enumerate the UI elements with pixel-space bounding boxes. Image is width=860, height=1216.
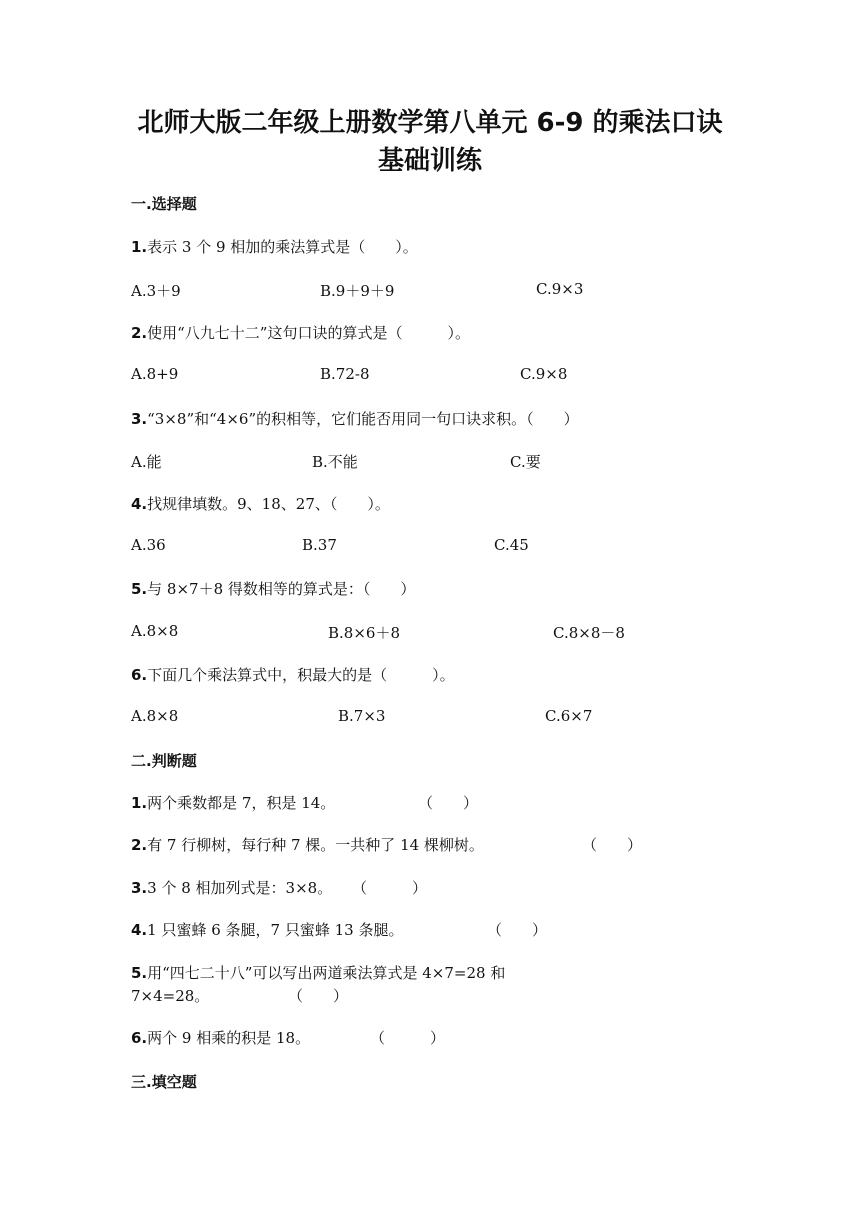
choice-5-option-c: C.8×8－8	[553, 624, 625, 642]
choice-2-option-b: B.72-8	[320, 365, 370, 383]
choice-6-option-b: B.7×3	[338, 707, 386, 725]
choice-question-4: 4.找规律填数。9、18、27、（ ）。	[131, 495, 390, 513]
judge-6-answer-blank: （ ）	[370, 1029, 446, 1047]
choice-4-option-a: A.36	[131, 536, 166, 554]
choice-1-option-c: C.9×3	[536, 280, 584, 298]
choice-4-option-c: C.45	[494, 536, 529, 554]
choice-question-6: 6.下面几个乘法算式中，积最大的是（ ）。	[131, 666, 455, 684]
choice-question-5: 5.与 8×7＋8 得数相等的算式是：（ ）	[131, 580, 416, 598]
choice-6-option-a: A.8×8	[131, 707, 179, 725]
judge-4-answer-blank: （ ）	[487, 921, 548, 939]
judge-1-answer-blank: （ ）	[418, 794, 479, 812]
choice-2-option-c: C.9×8	[520, 365, 568, 383]
choice-6-option-c: C.6×7	[545, 707, 593, 725]
choice-5-option-b: B.8×6＋8	[328, 624, 400, 642]
choice-question-1: 1.表示 3 个 9 相加的乘法算式是（ ）。	[131, 238, 418, 256]
judge-3-answer-blank: （ ）	[352, 879, 428, 897]
judge-2-answer-blank: （ ）	[582, 836, 643, 854]
judge-question-3: 3.3 个 8 相加列式是：3×8。	[131, 879, 333, 897]
section-heading-judge: 二.判断题	[131, 752, 197, 770]
choice-question-2: 2.使用“八九七十二”这句口诀的算式是（ ）。	[131, 324, 470, 342]
choice-5-option-a: A.8×8	[131, 622, 179, 640]
choice-3-option-b: B.不能	[312, 453, 358, 471]
judge-question-1: 1.两个乘数都是 7，积是 14。	[131, 794, 336, 812]
judge-question-6: 6.两个 9 相乘的积是 18。	[131, 1029, 311, 1047]
title-line-2: 基础训练	[377, 146, 482, 176]
choice-3-option-a: A.能	[131, 453, 162, 471]
judge-question-5-continued: 7×4=28。	[131, 987, 210, 1005]
page-title	[60, 104, 800, 180]
judge-question-2: 2.有 7 行柳树，每行种 7 棵。一共种了 14 棵柳树。	[131, 836, 484, 854]
judge-5-answer-blank: （ ）	[288, 987, 349, 1005]
title-line-1: 北师大版二年级上册数学第八单元 6-9 的乘法口诀	[137, 108, 723, 138]
judge-question-5: 5.用“四七二十八”可以写出两道乘法算式是 4×7=28 和	[131, 964, 506, 982]
choice-1-option-a: A.3＋9	[131, 282, 181, 300]
section-heading-fill: 三.填空题	[131, 1073, 197, 1091]
section-heading-choice: 一.选择题	[131, 195, 197, 213]
choice-4-option-b: B.37	[302, 536, 337, 554]
choice-question-3: 3.“3×8”和“4×6”的积相等，它们能否用同一句口诀求积。（ ）	[131, 410, 579, 428]
choice-2-option-a: A.8+9	[131, 365, 179, 383]
choice-1-option-b: B.9＋9＋9	[320, 282, 395, 300]
judge-question-4: 4.1 只蜜蜂 6 条腿，7 只蜜蜂 13 条腿。	[131, 921, 404, 939]
choice-3-option-c: C.要	[510, 453, 541, 471]
